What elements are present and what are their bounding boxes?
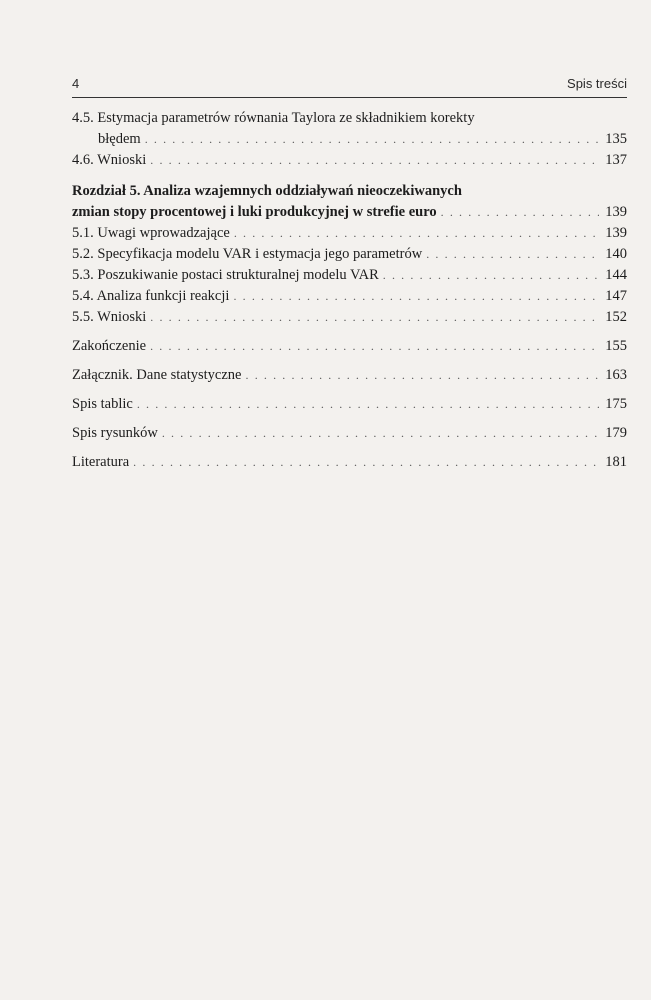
toc-entry-4-5 <box>72 108 627 150</box>
toc-page-number: 181 <box>605 454 627 470</box>
toc-entry-zakonczenie <box>72 336 627 357</box>
toc-entry-5-2 <box>72 244 627 265</box>
header-rule <box>72 97 627 98</box>
toc-entry-title: 5.1. Uwagi wprowadzające <box>72 225 230 241</box>
toc-page-number: 140 <box>605 246 627 262</box>
dot-leader <box>150 336 599 357</box>
dot-leader <box>233 286 599 307</box>
toc-entry-title: 5.2. Specyfikacja modelu VAR i estymacja jego parametrów <box>72 246 423 262</box>
toc-page-number: 144 <box>605 267 627 283</box>
toc-entry-title-line: błędem <box>98 131 141 147</box>
dot-leader <box>150 307 599 328</box>
dot-leader <box>234 223 599 244</box>
toc-entry-title: 4.6. Wnioski <box>72 152 147 168</box>
toc-entry-title: Spis tablic <box>72 396 133 412</box>
dot-leader <box>441 202 599 223</box>
toc-entry-title: Załącznik. Dane statystyczne <box>72 367 242 383</box>
toc-entry-title-line: 4.5. Estymacja parametrów równania Taylora ze składnikiem korekty <box>72 110 475 126</box>
dot-leader <box>133 452 599 473</box>
toc-entry-5-1 <box>72 223 627 244</box>
dot-leader <box>145 129 599 150</box>
toc-page-number: 139 <box>605 225 627 241</box>
toc-page-number: 135 <box>605 131 627 147</box>
dot-leader <box>162 423 599 444</box>
chapter-title-line: zmian stopy procentowej i luki produkcyjnej w strefie euro <box>72 204 437 220</box>
toc-entry-spis-tablic <box>72 394 627 415</box>
dot-leader <box>246 365 600 386</box>
chapter-title-line: Rozdział 5. Analiza wzajemnych oddziaływań nieoczekiwanych <box>72 183 462 199</box>
toc-entry-5-3 <box>72 265 627 286</box>
toc-entry-literatura <box>72 452 627 473</box>
page-header <box>72 76 627 96</box>
toc-entry-zalacznik <box>72 365 627 386</box>
toc-page-number: 155 <box>605 338 627 354</box>
toc-entry-title: Literatura <box>72 454 130 470</box>
toc-page-number: 137 <box>605 152 627 168</box>
toc-entry-5-4 <box>72 286 627 307</box>
toc-chapter-5 <box>72 181 627 223</box>
toc-entry-5-5 <box>72 307 627 328</box>
toc-page-number: 175 <box>605 396 627 412</box>
toc-entry-title: Zakończenie <box>72 338 147 354</box>
toc-entry-spis-rysunkow <box>72 423 627 444</box>
table-of-contents <box>72 108 627 473</box>
dot-leader <box>383 265 599 286</box>
dot-leader <box>137 394 599 415</box>
toc-entry-title: 5.4. Analiza funkcji reakcji <box>72 288 230 304</box>
toc-entry-title: 5.3. Poszukiwanie postaci strukturalnej modelu VAR <box>72 267 379 283</box>
toc-page-number: 139 <box>605 204 627 220</box>
toc-page-number: 152 <box>605 309 627 325</box>
toc-entry-title: Spis rysunków <box>72 425 158 441</box>
running-title: Spis treści <box>567 76 627 91</box>
dot-leader <box>150 150 599 171</box>
toc-page-number: 179 <box>605 425 627 441</box>
dot-leader <box>426 244 599 265</box>
toc-page-number: 163 <box>605 367 627 383</box>
toc-entry-4-6 <box>72 150 627 171</box>
page-number: 4 <box>72 76 80 91</box>
toc-entry-title: 5.5. Wnioski <box>72 309 147 325</box>
toc-page-number: 147 <box>605 288 627 304</box>
